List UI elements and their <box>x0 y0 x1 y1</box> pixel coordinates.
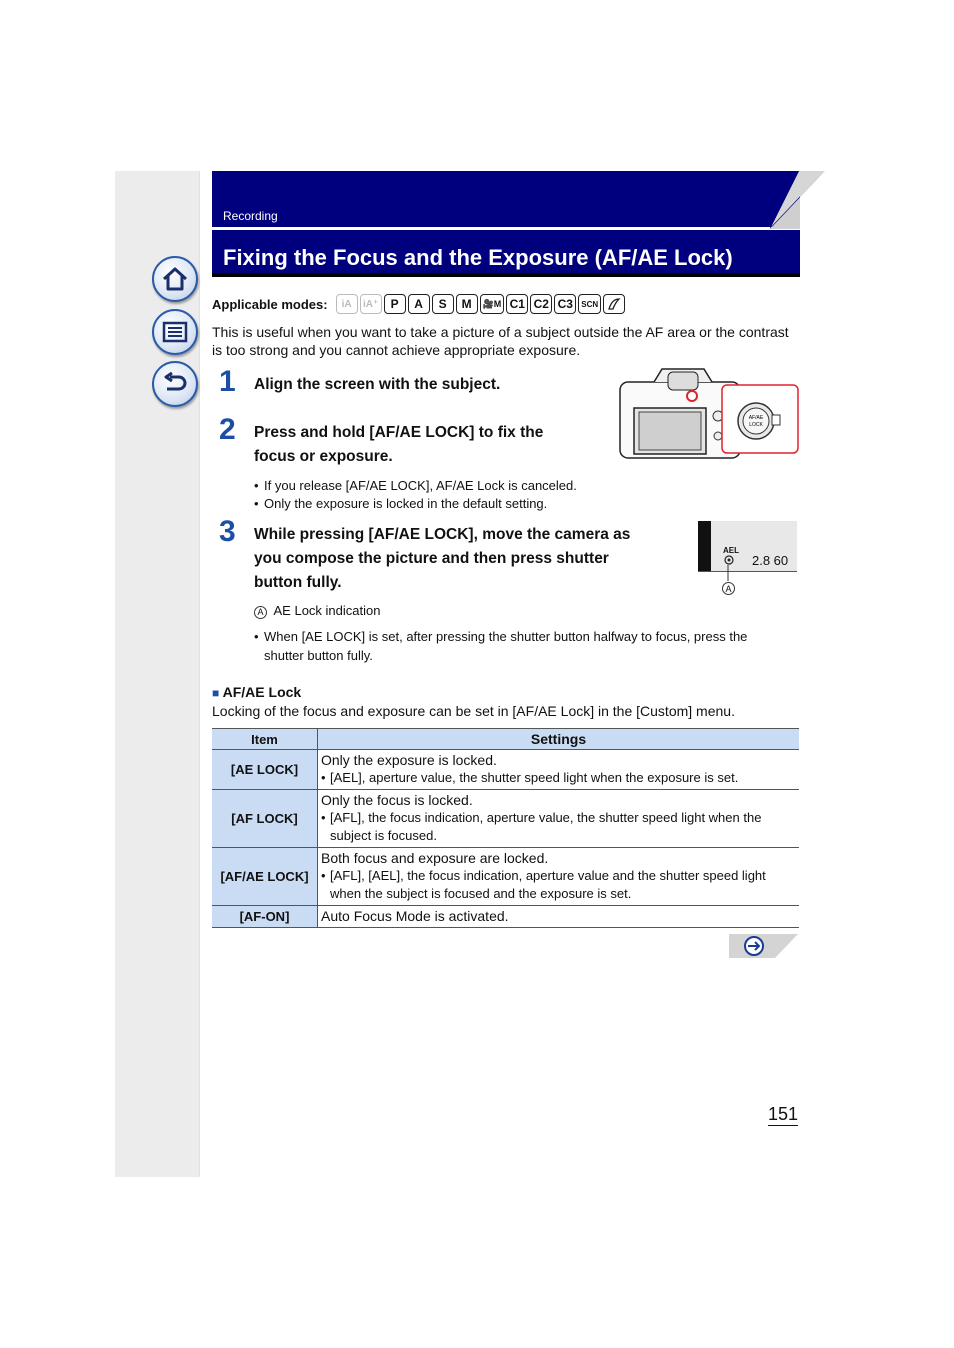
step-3-line-2: you compose the picture and then press shutter <box>254 550 609 567</box>
mode-p-icon: P <box>384 294 406 314</box>
ael-indicator <box>723 547 739 567</box>
step-2-text <box>254 421 543 469</box>
applicable-modes <box>212 294 625 314</box>
note-marker-a: A <box>254 606 267 619</box>
row-settings: Auto Focus Mode is activated. <box>318 906 800 928</box>
step-number-3: 3 <box>219 515 236 548</box>
af-ae-button-label-1: AF/AE <box>748 415 764 421</box>
section-label: Recording <box>223 209 278 223</box>
step-3-line-3: button fully. <box>254 574 342 591</box>
row-item: [AF/AE LOCK] <box>212 848 318 906</box>
mode-m-icon: M <box>456 294 478 314</box>
contents-button[interactable] <box>152 309 198 355</box>
header-underline <box>212 273 800 277</box>
section-heading <box>212 684 301 700</box>
mode-creative-video-icon: 🎥M <box>480 294 505 314</box>
page-number: 151 <box>768 1104 799 1124</box>
list-icon <box>161 318 189 346</box>
row-settings: Only the exposure is locked. • [AEL], aperture value, the shutter speed light when the exposure is set. <box>318 750 800 790</box>
intro-paragraph: This is useful when you want to take a picture of a subject outside the AF area or the contrast is too strong and you cannot achieve appropriate exposure. <box>212 324 789 358</box>
table-row <box>212 750 799 790</box>
section-marker: ■ <box>212 686 220 700</box>
table-row <box>212 906 799 928</box>
row-settings: Both focus and exposure are locked. • [AFL], [AEL], the focus indication, aperture value and the shutter speed light when the subject is focused and the exposure is set. <box>318 848 800 906</box>
ael-text: AEL <box>723 546 739 555</box>
mode-s-icon: S <box>432 294 454 314</box>
column-header-item: Item <box>212 729 318 750</box>
return-arrow-icon <box>161 370 189 398</box>
row-settings: Only the focus is locked. • [AFL], the focus indication, aperture value, the shutter speed light when the subject is focused. <box>318 790 800 848</box>
mode-icons <box>336 294 626 314</box>
table-header-row <box>212 729 799 750</box>
mode-ia-plus-icon: iA⁺ <box>360 294 382 314</box>
mode-creative-control-icon <box>603 294 625 314</box>
table-row <box>212 848 799 906</box>
step-2-line-2: focus or exposure. <box>254 448 393 465</box>
step-3-bullet: • When [AE LOCK] is set, after pressing the shutter button halfway to focus, press the shutter button fully. <box>254 629 748 663</box>
step-number-1: 1 <box>219 365 236 398</box>
next-page-button[interactable] <box>729 933 799 959</box>
step-3-text <box>254 523 630 595</box>
home-button[interactable] <box>152 256 198 302</box>
step-number-2: 2 <box>219 413 236 446</box>
mode-ia-icon: iA <box>336 294 358 314</box>
lcd-exposure-values: 2.8 60 <box>752 553 789 568</box>
page-corner-decoration <box>770 171 825 231</box>
step-3-line-1: While pressing [AF/AE LOCK], move the camera as <box>254 526 631 543</box>
next-page-arrow-icon <box>745 937 763 955</box>
step-1-text: Align the screen with the subject. <box>254 376 501 393</box>
mode-c3-icon: C3 <box>554 294 576 314</box>
table-row <box>212 790 799 848</box>
camera-illustration <box>614 366 800 462</box>
home-icon <box>161 265 189 293</box>
page-title: Fixing the Focus and the Exposure (AF/AE Lock) <box>223 245 733 270</box>
mode-c1-icon: C1 <box>506 294 528 314</box>
mode-a-icon: A <box>408 294 430 314</box>
header-divider <box>212 227 800 230</box>
af-ae-button-label-2: LOCK <box>749 422 763 428</box>
section-text: Locking of the focus and exposure can be set in [AF/AE Lock] in the [Custom] menu. <box>212 703 735 719</box>
step-2-line-1: Press and hold [AF/AE LOCK] to fix the <box>254 424 544 441</box>
step-3-note: A AE Lock indication <box>254 601 380 620</box>
page-header <box>212 171 800 277</box>
row-item: [AF LOCK] <box>212 790 318 848</box>
mode-c2-icon: C2 <box>530 294 552 314</box>
lcd-marker-a: A <box>722 582 735 595</box>
step-2-bullet-1: • If you release [AF/AE LOCK], AF/AE Lock is canceled. <box>254 478 577 493</box>
applicable-modes-label: Applicable modes: <box>212 296 328 312</box>
ae-lock-icon <box>723 555 735 565</box>
row-item: [AE LOCK] <box>212 750 318 790</box>
lcd-ae-lock-display <box>698 521 797 572</box>
row-item: [AF-ON] <box>212 906 318 928</box>
lcd-black-edge <box>698 521 711 571</box>
mode-scn-icon: SCN <box>578 294 601 314</box>
column-header-settings: Settings <box>318 729 800 750</box>
af-ae-lock-settings-table <box>212 728 799 928</box>
back-button[interactable] <box>152 361 198 407</box>
step-2-bullet-2: • Only the exposure is locked in the default setting. <box>254 496 548 511</box>
section-title: AF/AE Lock <box>222 684 302 700</box>
